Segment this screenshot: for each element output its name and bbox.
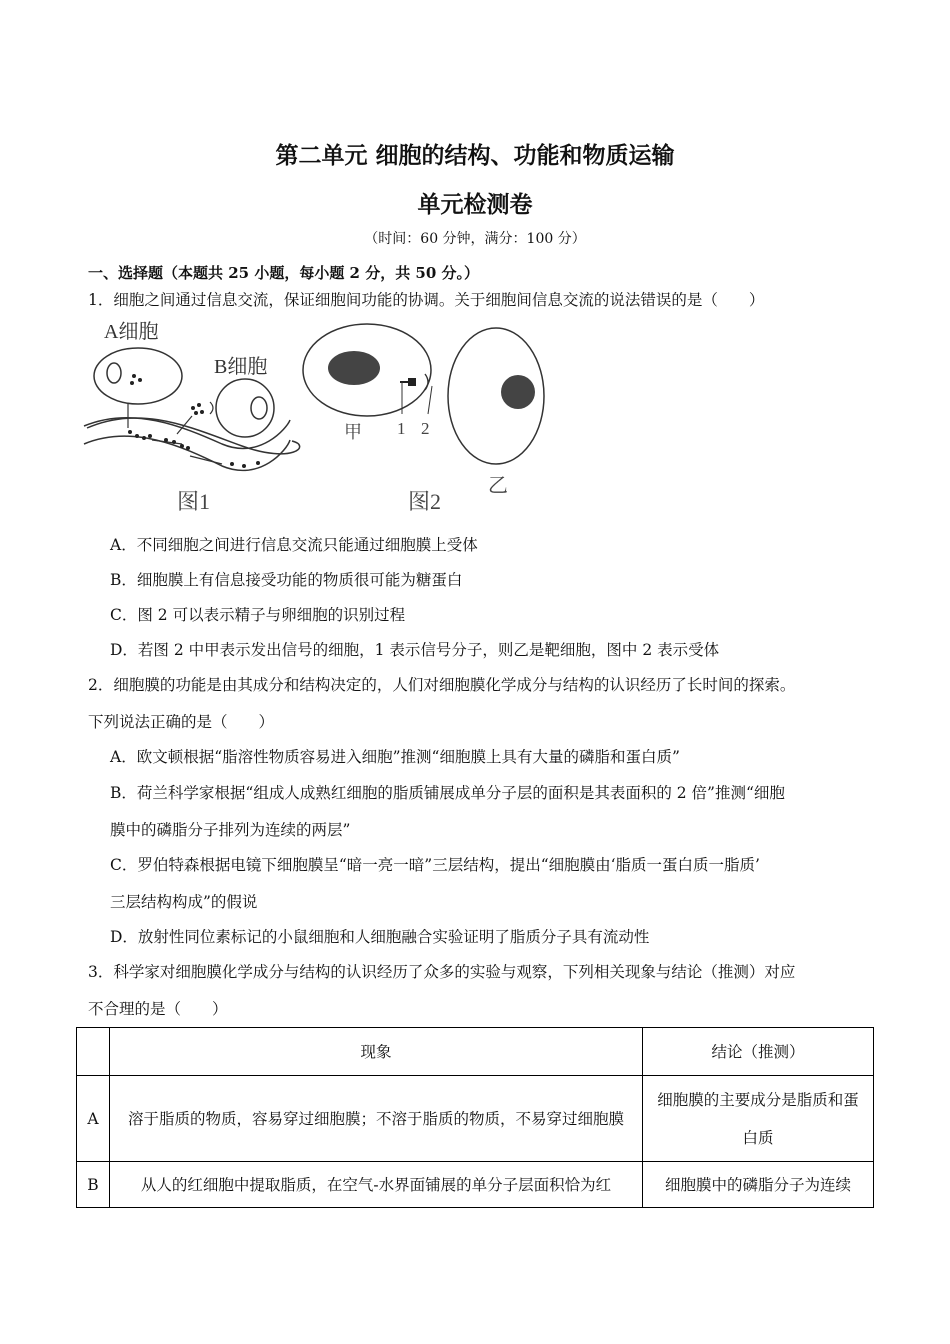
table-cell-option: B (77, 1162, 110, 1208)
question-1-option-b[interactable]: B．细胞膜上有信息接受功能的物质很可能为糖蛋白 (110, 571, 463, 589)
question-3-stem: 3．科学家对细胞膜化学成分与结构的认识经历了众多的实验与观察，下列相关现象与结论（推测）对应 (88, 963, 796, 981)
table-cell-conclusion: 细胞膜中的磷脂分子为连续 (643, 1162, 874, 1208)
table-cell-option: A (77, 1076, 110, 1162)
fig2-caption: 图2 (408, 489, 442, 514)
section-heading: 一、选择题（本题共 25 小题，每小题 2 分，共 50 分。） (88, 264, 480, 282)
question-1-stem: 1．细胞之间通过信息交流，保证细胞间功能的协调。关于细胞间信息交流的说法错误的是（ ） (88, 291, 765, 309)
page-subtitle: 单元检测卷 (417, 191, 533, 218)
b-cell-nucleus (251, 397, 267, 419)
table-row[interactable] (77, 1162, 874, 1208)
vessel-bottom (84, 436, 290, 470)
label-jia: 甲 (344, 422, 362, 442)
question-1-figure (82, 316, 562, 516)
table-cell-phenomenon: 从人的红细胞中提取脂质，在空气-水界面铺展的单分子层面积恰为红 (110, 1162, 643, 1208)
question-1-option-a[interactable]: A．不同细胞之间进行信息交流只能通过细胞膜上受体 (110, 536, 478, 554)
question-2-option-a[interactable]: A．欧文顿根据“脂溶性物质容易进入细胞”推测“细胞膜上具有大量的磷脂和蛋白质” (110, 748, 680, 766)
b-cell (216, 379, 274, 437)
signal-molecule-1 (408, 378, 416, 386)
question-2-option-b[interactable]: B．荷兰科学家根据“组成人成熟红细胞的脂质铺展成单分子层的面积是其表面积的 2 倍”推测“细胞 (110, 784, 785, 802)
question-1-option-c[interactable]: C．图 2 可以表示精子与卵细胞的识别过程 (110, 606, 406, 624)
question-3-table (76, 1027, 874, 1208)
question-2-option-b-cont[interactable]: 膜中的磷脂分子排列为连续的两层” (110, 821, 351, 839)
question-2-stem-cont: 下列说法正确的是（ ） (88, 713, 275, 731)
page-title: 第二单元 细胞的结构、功能和物质运输 (275, 142, 675, 169)
question-1-option-d[interactable]: D．若图 2 中甲表示发出信号的细胞，1 表示信号分子，则乙是靶细胞，图中 2 表示受体 (110, 641, 720, 659)
question-2-option-c[interactable]: C．罗伯特森根据电镜下细胞膜呈“暗一亮一暗”三层结构，提出“细胞膜由‘脂质一蛋白质一脂质’ (110, 856, 760, 874)
fig1-caption: 图1 (177, 489, 211, 514)
table-cell-conclusion: 细胞膜的主要成分是脂质和蛋白质 (643, 1076, 874, 1162)
question-2-option-d[interactable]: D．放射性同位素标记的小鼠细胞和人细胞融合实验证明了脂质分子具有流动性 (110, 928, 650, 946)
table-header-cell: 现象 (110, 1028, 643, 1076)
a-cell-nucleus (107, 363, 121, 383)
question-2-stem: 2．细胞膜的功能是由其成分和结构决定的，人们对细胞膜化学成分与结构的认识经历了长时间的探索。 (88, 676, 796, 694)
label-b-cell: B细胞 (214, 356, 268, 378)
question-2-option-c-cont[interactable]: 三层结构构成”的假说 (110, 893, 258, 911)
label-yi: 乙 (488, 475, 508, 497)
label-1: 1 (397, 419, 406, 438)
cell-yi-nucleus (501, 375, 535, 409)
exam-info: （时间：60 分钟，满分：100 分） (364, 231, 586, 247)
label-2: 2 (421, 419, 430, 438)
table-header-cell (77, 1028, 110, 1076)
table-header-row (77, 1028, 874, 1076)
receptor-2 (425, 374, 428, 390)
label-a-cell: A细胞 (104, 321, 159, 343)
table-header-cell: 结论（推测） (643, 1028, 874, 1076)
table-cell-phenomenon: 溶于脂质的物质，容易穿过细胞膜；不溶于脂质的物质，不易穿过细胞膜 (110, 1076, 643, 1162)
question-3-stem-cont: 不合理的是（ ） (88, 1000, 228, 1018)
cell-jia-nucleus (328, 351, 380, 385)
table-row[interactable] (77, 1076, 874, 1162)
